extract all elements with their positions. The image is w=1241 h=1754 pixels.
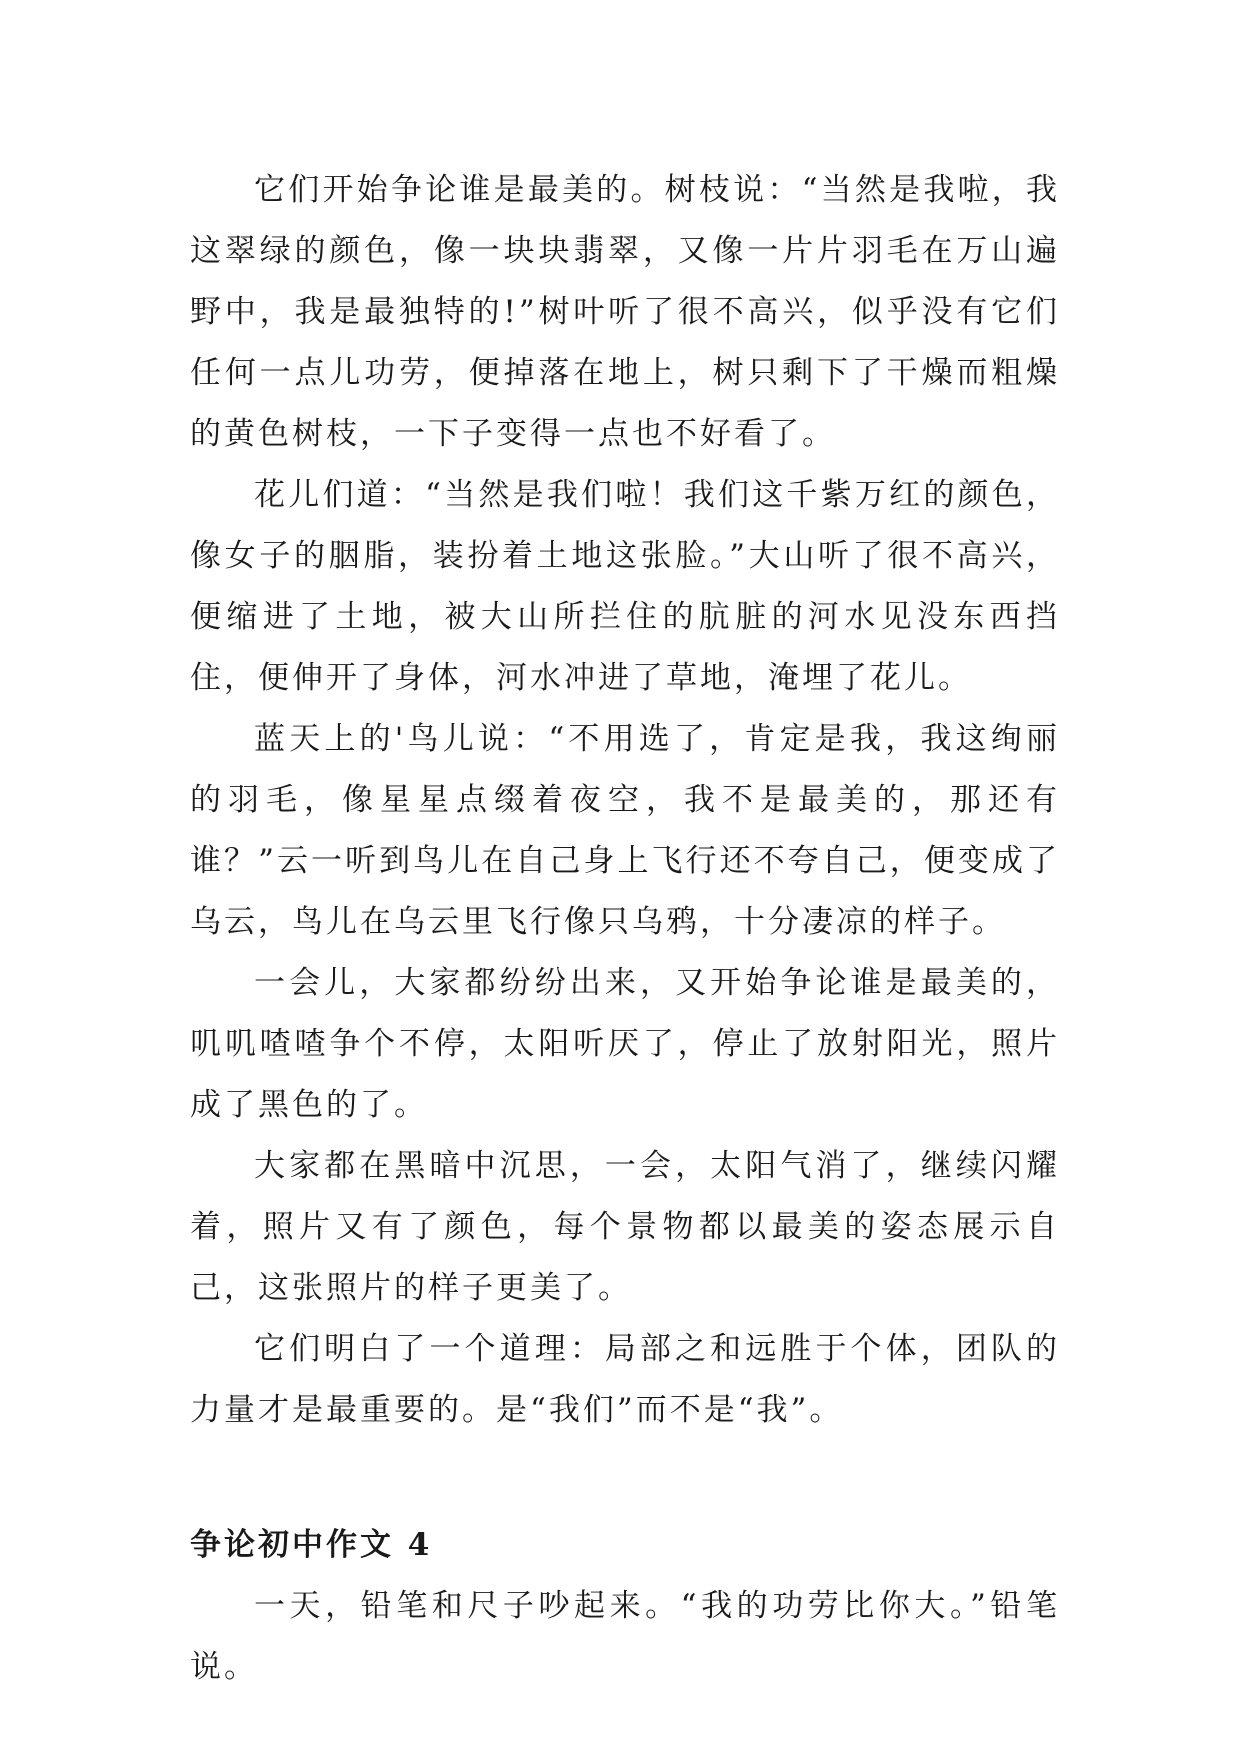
document-body xyxy=(190,160,1060,1698)
paragraph: 一天，铅笔和尺子吵起来。“我的功劳比你大。”铅笔说。 xyxy=(190,1588,1060,1685)
paragraph: 蓝天上的'鸟儿说：“不用选了，肯定是我，我这绚丽的羽毛，像星星点缀着夜空，我不是最美的，那还有谁？”云一听到鸟儿在自己身上飞行还不夸自己，便变成了乌云，鸟儿在乌云里飞行像只乌鸦，十分凄凉的样子。 xyxy=(190,721,1060,940)
paragraph: 它们明白了一个道理：局部之和远胜于个体，团队的力量才是最重要的。是“我们”而不是“我”。 xyxy=(190,1331,1060,1428)
paragraph: 它们开始争论谁是最美的。树枝说：“当然是我啦，我这翠绿的颜色，像一块块翡翠，又像一片片羽毛在万山遍野中，我是最独特的!”树叶听了很不高兴，似乎没有它们任何一点儿功劳，便掉落在地上，树只剩下了干燥而粗燥的黄色树枝，一下子变得一点也不好看了。 xyxy=(190,172,1060,452)
section-title: 争论初中作文 4 xyxy=(190,1527,433,1563)
paragraph: 花儿们道：“当然是我们啦！我们这千紫万红的颜色，像女子的胭脂，装扮着土地这张脸。”大山听了很不高兴，便缩进了土地，被大山所拦住的肮脏的河水见没东西挡住，便伸开了身体，河水冲进了草地，淹埋了花儿。 xyxy=(190,477,1060,696)
paragraph: 大家都在黑暗中沉思，一会，太阳气消了，继续闪耀着，照片又有了颜色，每个景物都以最美的姿态展示自己，这张照片的样子更美了。 xyxy=(190,1148,1060,1306)
paragraph: 一会儿，大家都纷纷出来，又开始争论谁是最美的，叽叽喳喳争个不停，太阳听厌了，停止了放射阳光，照片成了黑色的了。 xyxy=(190,965,1060,1123)
